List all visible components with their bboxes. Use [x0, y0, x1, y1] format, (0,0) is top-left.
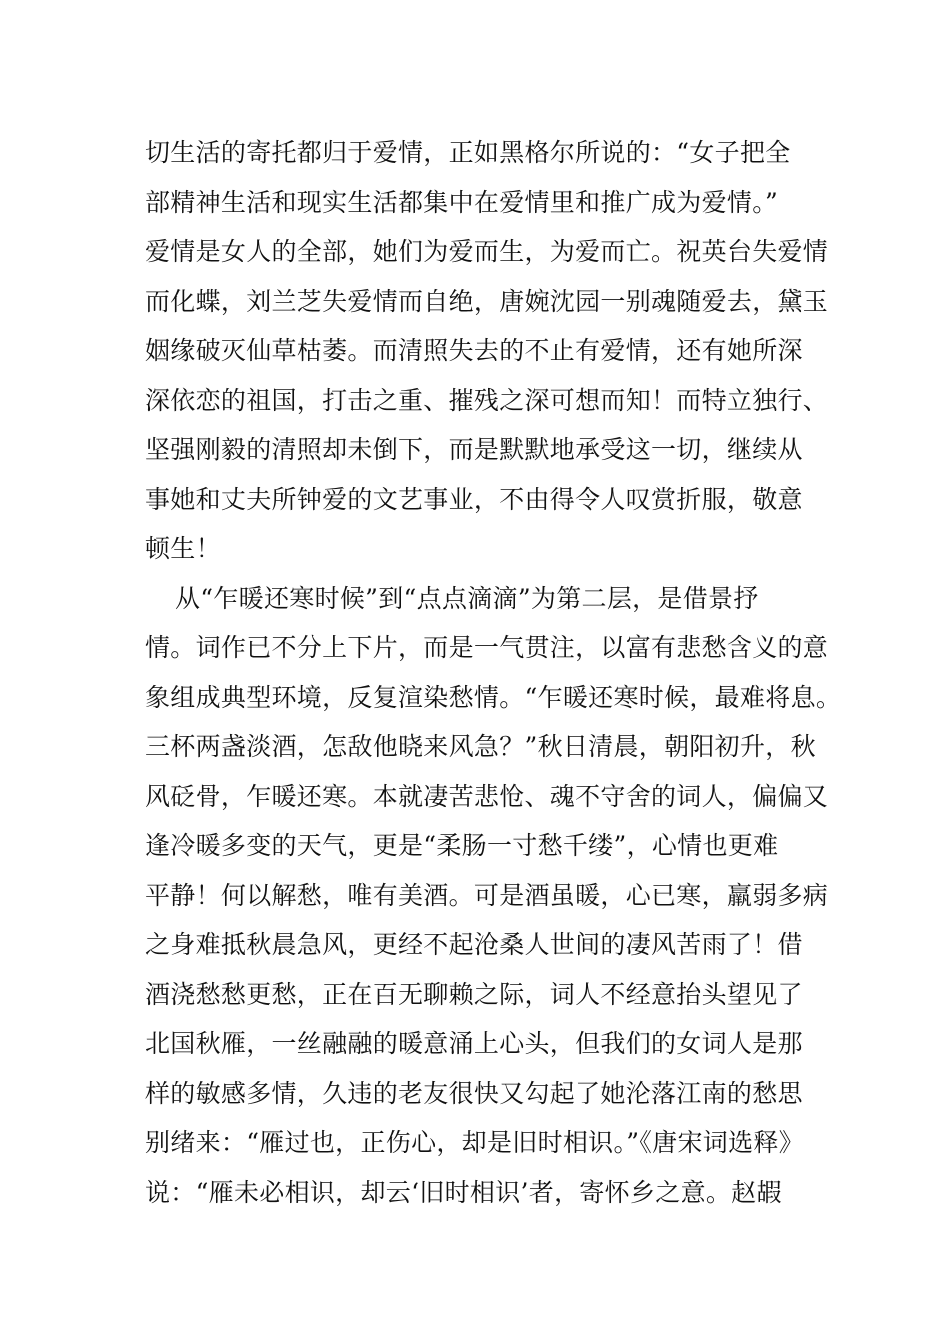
paragraph-start-line: 从“乍暖还寒时候”到“点点滴滴”为第二层，是借景抒 [175, 583, 759, 613]
text-line: 说：“雁未必相识，却云‘旧时相识’者，寄怀乡之意。赵嘏 [145, 1177, 782, 1207]
text-line: 象组成典型环境，反复渲染愁情。“乍暖还寒时候，最难将息。 [145, 682, 842, 712]
text-line: 而化蝶，刘兰芝失爱情而自绝，唐婉沈园一别魂随爱去，黛玉 [145, 286, 829, 316]
text-line: 顿生！ [145, 534, 221, 563]
text-line: 部精神生活和现实生活都集中在爱情里和推广成为爱情。” [145, 187, 779, 217]
text-line: 情。词作已不分上下片，而是一气贯注，以富有悲愁含义的意 [145, 633, 829, 662]
text-line: 深依恋的祖国，打击之重、摧残之深可想而知！而特立独行、 [145, 385, 829, 415]
text-line: 三杯两盏淡酒，怎敌他晓来风急？”秋日清晨，朝阳初升，秋 [145, 732, 816, 761]
text-line: 酒浇愁愁更愁，正在百无聊赖之际，词人不经意抬头望见了 [145, 979, 803, 1009]
text-line: 之身难抵秋晨急风，更经不起沧桑人世间的凄风苦雨了！借 [145, 930, 803, 959]
text-line: 事她和丈夫所钟爱的文艺事业，不由得令人叹赏折服，敬意 [145, 484, 803, 514]
text-line: 平静！何以解愁，唯有美酒。可是酒虽暖，心已寒，羸弱多病 [145, 880, 829, 910]
text-line: 爱情是女人的全部，她们为爱而生，为爱而亡。祝英台失爱情 [145, 237, 829, 266]
text-line: 姻缘破灭仙草枯萎。而清照失去的不止有爱情，还有她所深 [145, 336, 803, 365]
text-line: 样的敏感多情，久违的老友很快又勾起了她沦落江南的愁思 [145, 1078, 803, 1108]
text-line: 切生活的寄托都归于爱情，正如黑格尔所说的：“女子把全 [145, 138, 791, 167]
text-line: 别绪来：“雁过也，正伤心，却是旧时相识。”《唐宋词选释》 [145, 1128, 804, 1157]
text-line: 逢冷暖多变的天气，更是“柔肠一寸愁千缕”，心情也更难 [145, 831, 779, 860]
text-line: 风砭骨，乍暖还寒。本就凄苦悲怆、魂不守舍的词人，偏偏又 [145, 781, 829, 811]
body-text [145, 128, 842, 1217]
text-line: 坚强刚毅的清照却未倒下，而是默默地承受这一切，继续从 [145, 435, 803, 464]
text-line: 北国秋雁，一丝融融的暖意涌上心头，但我们的女词人是那 [145, 1029, 803, 1058]
